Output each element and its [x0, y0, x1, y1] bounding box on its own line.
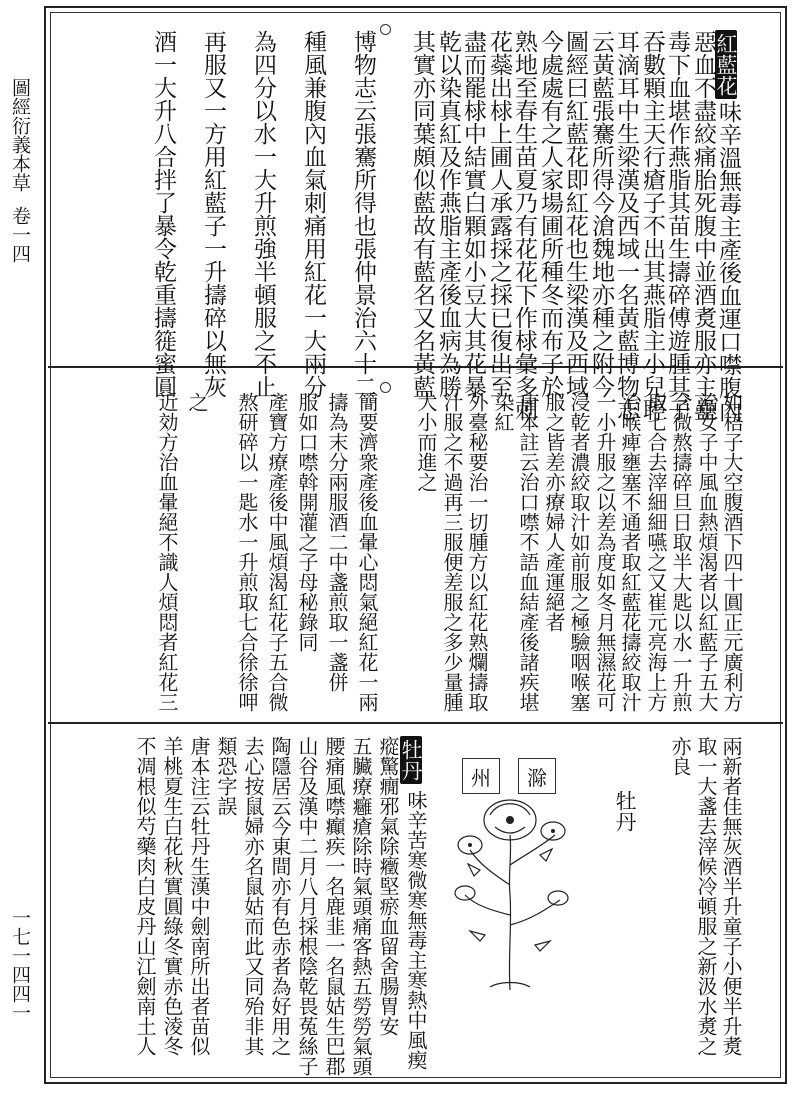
text-column: 云黃藍張騫所得今滄魏地亦種之附今 [588, 30, 614, 398]
text-column: 今處處有之人家場圃所種冬而布子於 [537, 30, 563, 398]
page-number: 一七一四四一 [9, 908, 31, 1022]
text-column: 酒一大升八合拌了暴令乾重擣簁蜜圓 [150, 30, 176, 398]
text-column: 圖經曰紅藍花即紅花也生梁漢及西域 [562, 30, 588, 398]
text-column: 治女子中風血熱煩渴者以紅藍子五大 [695, 392, 719, 712]
text-column: 味辛苦寒微寒無毒主寒熱中風瘈 [404, 790, 428, 1070]
book-title: 圖經衍義本草 [9, 78, 31, 192]
text-column: 陶隱居云今東間亦有色赤者為好用之 [268, 736, 292, 1056]
entry-heading-mudan: 牡丹 [400, 736, 422, 784]
text-column: 簡要濟衆產後血暈心悶氣絕紅花一兩 [355, 392, 379, 712]
text-column: 一小升服之以差為度如冬月無濕花可 [593, 392, 617, 712]
text-column: 外臺秘要治一切腫方以紅花熟爛擣取 [465, 392, 489, 712]
text-column: 羊桃夏生白花秋實圓綠冬實赤色淩冬 [160, 736, 184, 1056]
text-column: 汁服之不過再三服便差服之多少量腫 [440, 392, 464, 712]
margin-page-number [8, 908, 32, 1022]
text-column: 服如口噤斡開灌之子母秘錄同 [295, 392, 319, 652]
text-column: 兩新者佳無灰酒半升童子小便半升煑 [719, 736, 743, 1056]
text-column: 再服又一方用紅藍子一升擣碎以無灰 [200, 30, 226, 398]
text-column: 腰痛風噤癲疾一名鹿韭一名鼠姑生巴郡 [322, 736, 346, 1076]
text-column: 亦良 [668, 736, 692, 776]
text-column: 取一大盞去滓候冷頓服之新汲水煑之 [694, 736, 718, 1056]
text-column: 不凋根似芍藥肉白皮丹山江劍南土人 [133, 736, 157, 1056]
text-column: 種風兼腹內血氣刺痛用紅花一大兩分 [300, 30, 326, 398]
text-column: 為四分以水一大升煎強半頓服之不止 [250, 30, 276, 398]
text-column: 近効方治血暈絕不識人煩悶者紅花三 [155, 392, 179, 712]
text-column: 服之皆差亦療婦人產運絕者 [542, 392, 566, 632]
text-column: 五臟療癰瘡除時氣頭痛客熱五勞勞氣頭 [349, 736, 373, 1076]
text-column: 瘲驚癇邪氣除癥堅瘀血留舍腸胃安 [376, 736, 400, 1036]
volume-label: 卷一四 [9, 206, 31, 263]
text-column: 博物志云張騫所得也張仲景治六十二 [350, 30, 376, 398]
section-marker [380, 24, 391, 35]
text-column: 去心按鼠婦亦名鼠姑而此又同殆非其 [241, 736, 265, 1056]
text-column: 毒下血堪作燕脂其苗生擣碎傅遊腫其子 [664, 30, 690, 421]
text-column: 乾以染真紅及作燕脂主產後血病為勝 [435, 30, 461, 398]
text-column: 花蘂出梂上圃人承露採之採已復出至 [486, 30, 512, 398]
text-column: 熟地至春生苗夏乃有花花下作梂彙多刺 [511, 30, 537, 421]
section-marker [380, 382, 391, 393]
text-column: 盡而罷梂中結實白顆如小豆大其花暴 [460, 30, 486, 398]
text-column: 其實亦同葉頗似藍故有藍名又名黃藍 [409, 30, 435, 398]
text-column: 產寶方療產後中風煩渴紅花子五合微 [265, 392, 289, 712]
peony-illustration [450, 755, 570, 995]
text-column: 惡血不盡絞痛胎死腹中並酒煑服亦主蠱 [690, 30, 716, 421]
text-column: 染紅 [491, 392, 515, 432]
text-column: 之 [185, 392, 209, 412]
entry-heading-honghua: 紅藍花 [715, 30, 737, 99]
text-column: 山谷及漢中二月八月採根陰乾畏菟絲子 [295, 736, 319, 1076]
figure-caption: 牡丹 [613, 790, 637, 832]
text-column: 合微熬擣碎旦日取半大匙以水一升煎 [669, 392, 693, 712]
text-column: 耳滴耳中生梁漢及西域一名黃藍博物志 [613, 30, 639, 421]
panel-divider-bottom [48, 722, 783, 724]
place-seal: 州 [462, 758, 500, 794]
text-column: 類恐字誤 [214, 736, 238, 816]
text-column: 唐本註云治口噤不語血結產後諸疾堪 [516, 392, 540, 712]
text-column: 擣為末分兩服酒二中盞煎取一盞併 [325, 392, 349, 692]
text-column: 治喉痺壅塞不通者取紅藍花擣絞取汁 [618, 392, 642, 712]
text-column: 浸乾者濃絞取汁如前服之極驗咽喉塞 [567, 392, 591, 712]
text-column: 吞數顆主天行瘡子不出其燕脂主小兒聤 [639, 30, 665, 421]
text-column: 熬研碎以一匙水一升煎取七合徐徐呷 [235, 392, 259, 712]
text-column: 大小而進之 [414, 392, 438, 492]
text-column: 唐本注云牡丹生漢中劍南所出者苗似 [187, 736, 211, 1056]
text-column: 取七合去滓細細嚥之又崔元亮海上方 [644, 392, 668, 712]
text-column: 如梧子大空腹酒下四十圓正元廣利方 [720, 392, 744, 712]
place-seal: 滁 [518, 758, 556, 794]
margin-book-title [8, 78, 32, 263]
text-column: 味辛溫無毒主產後血運口噤腹內 [715, 100, 741, 422]
